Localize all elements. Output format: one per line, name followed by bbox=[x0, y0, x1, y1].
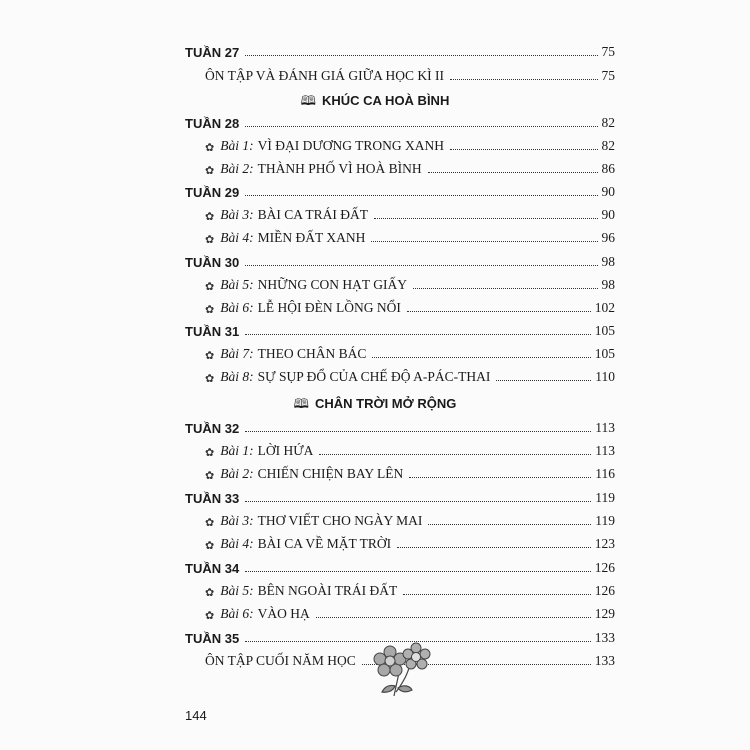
flower-bullet-icon: ✿ bbox=[205, 304, 215, 316]
toc-entry-title: TUẦN 31 bbox=[185, 324, 240, 339]
toc-entry-label bbox=[205, 161, 422, 177]
dot-leader bbox=[245, 265, 597, 266]
flower-bullet-icon: ✿ bbox=[205, 470, 215, 482]
toc-page-number: 116 bbox=[595, 466, 615, 481]
section-title: CHÂN TRỜI MỞ RỘNG bbox=[314, 396, 457, 411]
toc-lesson-row bbox=[205, 155, 615, 177]
dot-leader bbox=[316, 617, 591, 618]
lesson-number: Bài 7: bbox=[220, 346, 254, 361]
book-icon: 🕮 bbox=[293, 396, 309, 411]
toc-page-number: 113 bbox=[595, 443, 615, 458]
page-number: 144 bbox=[185, 708, 207, 723]
toc-week-row bbox=[185, 178, 615, 200]
lesson-number: Bài 3: bbox=[220, 513, 254, 528]
toc-week-row bbox=[185, 109, 615, 131]
toc-entry-title: THEO CHÂN BÁC bbox=[257, 346, 367, 361]
dot-leader bbox=[403, 594, 591, 595]
toc-entry-title: TUẦN 30 bbox=[185, 255, 240, 270]
toc-page-number: 90 bbox=[601, 184, 615, 199]
toc-entry-label bbox=[185, 185, 239, 200]
toc-entry-label bbox=[185, 45, 239, 60]
toc-page-number: 110 bbox=[595, 369, 615, 384]
toc-page-number: 98 bbox=[601, 277, 615, 292]
lesson-number: Bài 2: bbox=[220, 466, 254, 481]
toc-page-number: 126 bbox=[594, 560, 615, 575]
dot-leader bbox=[409, 477, 591, 478]
lesson-number: Bài 6: bbox=[220, 300, 254, 315]
toc-page-number: 96 bbox=[601, 230, 615, 245]
lesson-number: Bài 4: bbox=[220, 230, 254, 245]
dot-leader bbox=[245, 431, 591, 432]
lesson-number: Bài 6: bbox=[220, 606, 254, 621]
toc-page-number: 98 bbox=[601, 254, 615, 269]
toc-page-number: 82 bbox=[601, 115, 615, 130]
toc-entry-label bbox=[205, 68, 444, 84]
flower-bullet-icon: ✿ bbox=[205, 234, 215, 246]
toc-entry-title: TUẦN 32 bbox=[185, 421, 240, 436]
toc-page-number: 86 bbox=[601, 161, 615, 176]
toc-lesson-row bbox=[205, 363, 615, 385]
toc-entry-label bbox=[185, 324, 239, 339]
dot-leader bbox=[319, 454, 591, 455]
flower-bullet-icon: ✿ bbox=[205, 281, 215, 293]
toc-entry-title: NHỮNG CON HẠT GIẤY bbox=[257, 277, 407, 292]
lesson-number: Bài 1: bbox=[220, 138, 254, 153]
toc-page-number: 102 bbox=[594, 300, 615, 315]
toc-entry-title: CHIẾN CHIỆN BAY LÊN bbox=[257, 466, 404, 481]
toc-entry-title: SỰ SỤP ĐỔ CỦA CHẾ ĐỘ A-PÁC-THAI bbox=[257, 369, 491, 384]
dot-leader bbox=[428, 524, 591, 525]
toc-lesson-row bbox=[205, 507, 615, 529]
dot-leader bbox=[245, 571, 591, 572]
toc-page-number: 126 bbox=[594, 583, 615, 598]
toc-entry-title: LỜI HỨA bbox=[257, 443, 314, 458]
toc-entry-title: TUẦN 28 bbox=[185, 116, 240, 131]
toc-entry-title: THƠ VIẾT CHO NGÀY MAI bbox=[257, 513, 423, 528]
toc-page-number: 113 bbox=[595, 420, 615, 435]
toc-entry-label bbox=[205, 583, 397, 599]
toc-lesson-row bbox=[205, 460, 615, 482]
dot-leader bbox=[428, 172, 598, 173]
toc-entry-label bbox=[185, 255, 239, 270]
toc-entry-label bbox=[205, 277, 407, 293]
toc-page-number: 133 bbox=[594, 653, 615, 668]
toc-week-row bbox=[185, 484, 615, 506]
flower-bullet-icon: ✿ bbox=[205, 540, 215, 552]
dot-leader bbox=[374, 218, 598, 219]
flower-bullet-icon: ✿ bbox=[205, 165, 215, 177]
toc-entry-title: BÀI CA TRÁI ĐẤT bbox=[257, 207, 368, 222]
flower-bullet-icon: ✿ bbox=[205, 610, 215, 622]
toc-entry-label bbox=[205, 300, 401, 316]
dot-leader bbox=[245, 195, 597, 196]
dot-leader bbox=[245, 126, 597, 127]
toc-entry-title: TUẦN 33 bbox=[185, 491, 240, 506]
toc-week-row bbox=[185, 414, 615, 436]
toc-page-number: 119 bbox=[595, 513, 615, 528]
toc-lesson-row bbox=[205, 437, 615, 459]
toc-page-number: 82 bbox=[601, 138, 615, 153]
toc-entry-title: TUẦN 34 bbox=[185, 561, 240, 576]
toc-entry-title: LỄ HỘI ĐÈN LỒNG NỔI bbox=[257, 300, 401, 315]
section-title: KHÚC CA HOÀ BÌNH bbox=[321, 93, 450, 108]
lesson-number: Bài 4: bbox=[220, 536, 254, 551]
toc-entry-title: TUẦN 35 bbox=[185, 631, 240, 646]
toc-lesson-row bbox=[205, 530, 615, 552]
toc-lesson-row bbox=[205, 577, 615, 599]
flower-bullet-icon: ✿ bbox=[205, 350, 215, 362]
lesson-number: Bài 5: bbox=[220, 583, 254, 598]
toc-entry-label bbox=[205, 653, 356, 669]
toc-week-row bbox=[185, 317, 615, 339]
toc-lesson-row bbox=[205, 201, 615, 223]
toc-entry-label bbox=[185, 421, 239, 436]
flower-bullet-icon: ✿ bbox=[205, 587, 215, 599]
flower-bullet-icon: ✿ bbox=[205, 373, 215, 385]
toc-lesson-row bbox=[205, 224, 615, 246]
dot-leader bbox=[407, 311, 591, 312]
lesson-number: Bài 5: bbox=[220, 277, 254, 292]
toc-entry-title: BÀI CA VỀ MẶT TRỜI bbox=[257, 536, 392, 551]
toc-entry-label bbox=[205, 207, 368, 223]
toc-entry-label bbox=[205, 513, 422, 529]
dot-leader bbox=[450, 79, 598, 80]
toc-page-number: 119 bbox=[595, 490, 615, 505]
lesson-number: Bài 1: bbox=[220, 443, 254, 458]
toc-page-number: 90 bbox=[601, 207, 615, 222]
toc-entry-label bbox=[205, 138, 444, 154]
toc-page-number: 105 bbox=[594, 323, 615, 338]
toc-page-number: 133 bbox=[594, 630, 615, 645]
dot-leader bbox=[371, 241, 597, 242]
toc-week-row bbox=[185, 38, 615, 60]
toc-week-row bbox=[185, 248, 615, 270]
flower-bullet-icon: ✿ bbox=[205, 211, 215, 223]
toc-entry-title: ÔN TẬP CUỐI NĂM HỌC bbox=[205, 653, 356, 668]
toc-lesson-row bbox=[205, 294, 615, 316]
lesson-number: Bài 2: bbox=[220, 161, 254, 176]
book-icon: 🕮 bbox=[300, 93, 316, 108]
flower-bullet-icon: ✿ bbox=[205, 447, 215, 459]
toc-entry-title: VÀO HẠ bbox=[257, 606, 310, 621]
dot-leader bbox=[397, 547, 591, 548]
dot-leader bbox=[450, 149, 597, 150]
lesson-number: Bài 8: bbox=[220, 369, 254, 384]
toc-entry-title: BÊN NGOÀI TRÁI ĐẤT bbox=[257, 583, 398, 598]
toc-entry-label bbox=[185, 561, 239, 576]
toc-entry-label bbox=[205, 346, 366, 362]
toc-page-number: 129 bbox=[594, 606, 615, 621]
dot-leader bbox=[413, 288, 598, 289]
dot-leader bbox=[245, 501, 591, 502]
toc-entry-title: MIỀN ĐẤT XANH bbox=[257, 230, 366, 245]
flower-illustration bbox=[368, 638, 438, 698]
flower-bullet-icon: ✿ bbox=[205, 142, 215, 154]
toc-entry-label bbox=[185, 631, 239, 646]
toc-entry-label bbox=[185, 116, 239, 131]
toc-entry-label bbox=[205, 369, 490, 385]
toc-page-number: 75 bbox=[601, 44, 615, 59]
toc-page-number: 75 bbox=[601, 68, 615, 83]
toc-lesson-row bbox=[205, 340, 615, 362]
toc-page-number: 123 bbox=[594, 536, 615, 551]
toc-entry-label bbox=[205, 443, 313, 459]
toc-lesson-row bbox=[205, 271, 615, 293]
toc-lesson-row bbox=[205, 132, 615, 154]
toc-entry-title: ÔN TẬP VÀ ĐÁNH GIÁ GIỮA HỌC KÌ II bbox=[205, 68, 444, 83]
toc-entry-label bbox=[205, 536, 391, 552]
toc-page-number: 105 bbox=[594, 346, 615, 361]
toc-entry-title: TUẦN 29 bbox=[185, 185, 240, 200]
toc-review-row bbox=[205, 62, 615, 84]
toc-entry-title: TUẦN 27 bbox=[185, 45, 240, 60]
lesson-number: Bài 3: bbox=[220, 207, 254, 222]
toc-entry-title: THÀNH PHỐ VÌ HOÀ BÌNH bbox=[257, 161, 422, 176]
toc-lesson-row bbox=[205, 600, 615, 622]
toc-entry-label bbox=[205, 230, 365, 246]
toc-entry-label bbox=[205, 466, 403, 482]
dot-leader bbox=[245, 334, 591, 335]
dot-leader bbox=[372, 357, 590, 358]
dot-leader bbox=[245, 55, 597, 56]
toc-week-row bbox=[185, 554, 615, 576]
flower-bullet-icon: ✿ bbox=[205, 517, 215, 529]
toc-entry-label bbox=[185, 491, 239, 506]
toc-entry-label bbox=[205, 606, 310, 622]
toc-entry-title: VÌ ĐẠI DƯƠNG TRONG XANH bbox=[257, 138, 445, 153]
dot-leader bbox=[496, 380, 591, 381]
